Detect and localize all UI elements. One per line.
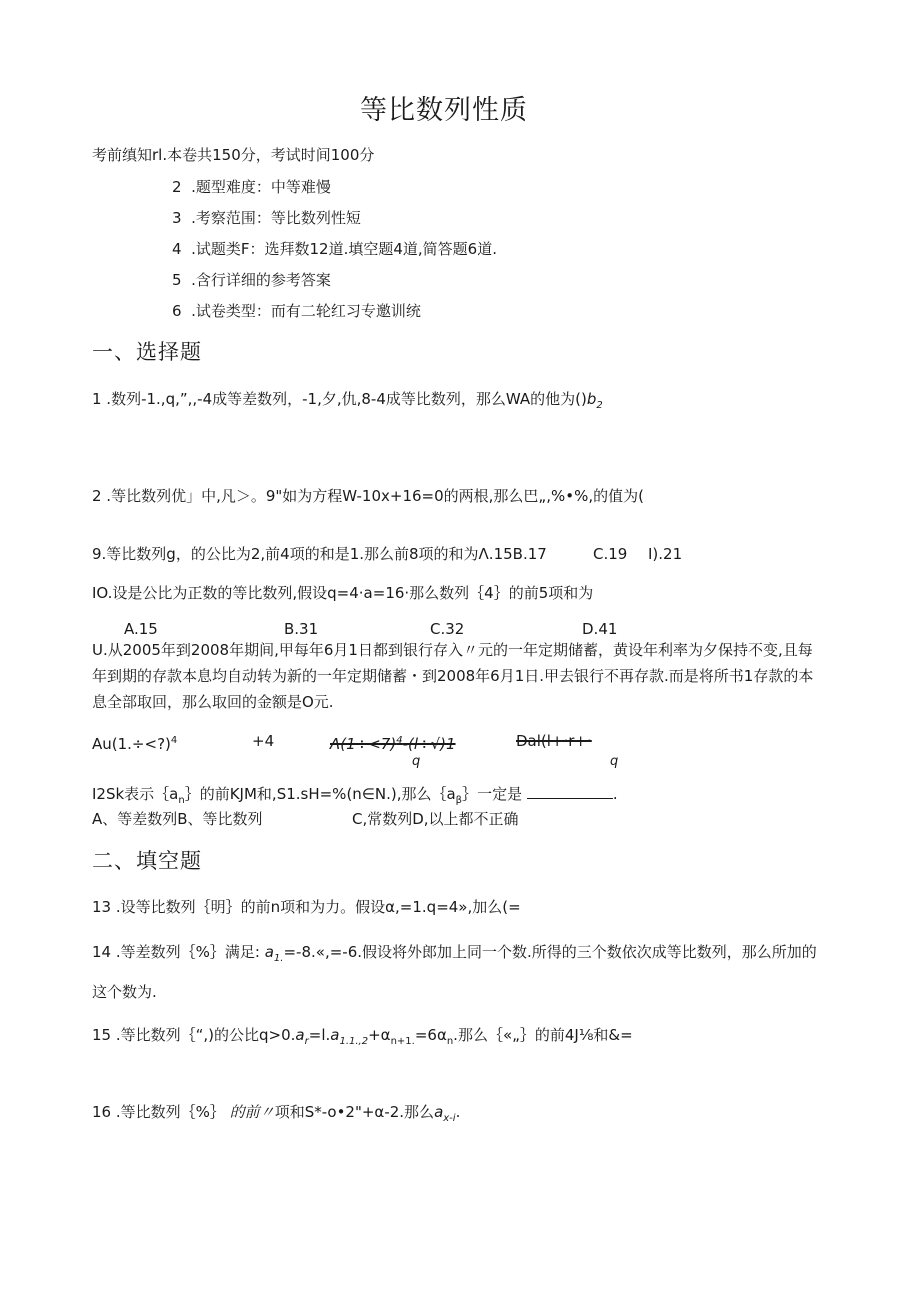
question-12-options-cd: C,常数列D,以上都不正确: [352, 810, 519, 828]
notes-item-3: [172, 208, 361, 228]
section-heading-fill: 二、填空题: [92, 849, 202, 873]
question-15-mid: =l.: [308, 1026, 331, 1044]
notes-item-text: .含行详细的参考答案: [191, 271, 331, 289]
question-16-post: .: [455, 1103, 461, 1121]
question-15: [92, 1025, 633, 1052]
notes-item-number: 5: [172, 271, 182, 289]
question-11-option-a-sup: 4: [170, 735, 178, 746]
question-1-tail-sub: 2: [596, 400, 603, 411]
question-10-option-d: D.41: [582, 620, 618, 638]
question-14-rest: =-8.«,=-6.假设将外郎加上同一个数.所得的三个数依次成等比数列，那么所加的: [283, 943, 817, 961]
question-11-line-1: U.从2005年到2008年期间,甲每年6月1日都到银行存入〃元的一年定期储蓄，黄设年利率为夕保持不变,且每: [92, 641, 813, 659]
question-9: [92, 544, 547, 564]
question-15-sub-3: n+1.: [390, 1036, 415, 1047]
question-15-a2-sub: 1.1.,2: [339, 1036, 369, 1047]
section-heading-choice: 一、选择题: [92, 340, 202, 364]
question-10-option-c: C.32: [430, 620, 465, 638]
question-1-tail: b: [586, 390, 597, 408]
question-14-line-2: 这个数为.: [92, 983, 157, 1001]
question-15-post: .那么｛«„｝的前4J⅛和&=: [453, 1026, 633, 1044]
question-10-option-b: B.31: [284, 620, 319, 638]
question-1: [92, 389, 603, 416]
notes-item-number: 4: [172, 240, 182, 258]
question-9-option-c: C.19: [593, 545, 628, 563]
question-11-option-d-denominator: q: [610, 754, 619, 769]
question-11-line-2: 年到期的存款本息均自动转为新的一年定期储蓄・到2008年6月1日.甲去银行不再存款.而是将所书1存款的本: [92, 667, 814, 685]
question-16-a-sub: x-i: [443, 1113, 456, 1124]
question-11-option-a: [92, 731, 177, 754]
question-10-option-a: A.15: [124, 620, 158, 638]
notes-item-6: [172, 301, 421, 321]
question-12-options-ab: A、等差数列B、等比数列: [92, 810, 263, 828]
notes-item-text: .试卷类型：而有二轮红习专邀训统: [191, 302, 421, 320]
question-9-option-d: I).21: [648, 545, 683, 563]
notes-item-2: [172, 177, 331, 197]
question-16-pre: 16 .等比数列｛%｝: [92, 1103, 225, 1121]
question-12-pre: I2Sk表示｛a: [92, 785, 179, 803]
question-16-italic: 的前〃: [229, 1103, 275, 1121]
question-15-a1-sub: r: [304, 1036, 309, 1047]
question-11-option-c-sup: 4: [396, 735, 403, 746]
question-12-sub-1: n: [178, 795, 185, 806]
question-14-line-1: [92, 942, 817, 969]
question-12-end: .: [612, 785, 618, 803]
notes-item-number: 3: [172, 209, 182, 227]
question-2: 2 .等比数列优」中,凡＞。9"如为方程W-10x+16=0的两根,那么巴„,%•%,的值为(: [92, 487, 644, 505]
question-15-a2: a: [330, 1026, 340, 1044]
question-11-option-c: [330, 731, 456, 754]
question-12-sub-2: β: [455, 795, 463, 806]
question-15-pre: 15 .等比数列｛“,)的公比q>0.: [92, 1026, 296, 1044]
question-15-a1: a: [295, 1026, 305, 1044]
question-12-mid: ｝的前KJM和,S1.sH=%(n∈N.),那么｛a: [184, 785, 456, 803]
question-12-answer-blank: [527, 784, 613, 799]
notes-item-number: 6: [172, 302, 182, 320]
notes-item-text: .试题类F：选拜数12道.填空题4道,简答题6道.: [191, 240, 497, 258]
question-12-post: ｝一定是: [462, 785, 523, 803]
notes-item-4: [172, 239, 497, 259]
question-11-option-c-tail: -(l÷√)1: [402, 735, 456, 753]
question-14-text: 14 .等差数列｛%｝满足:: [92, 943, 260, 961]
notes-item-text: .考察范围：等比数列性短: [191, 209, 361, 227]
question-15-mid-3: =6α: [414, 1026, 447, 1044]
question-11-option-b: +4: [252, 732, 275, 750]
question-11-line-3: 息全部取回，那么取回的金额是O元.: [92, 693, 334, 711]
question-11-option-c-denominator: q: [412, 754, 421, 769]
question-11-option-c-text: Λ(1÷<7): [330, 735, 397, 753]
question-16-a: a: [434, 1103, 444, 1121]
question-16: [92, 1102, 460, 1129]
question-15-sub-4: n: [446, 1036, 454, 1047]
question-14-a: a: [264, 943, 274, 961]
question-11-option-d: Dal(l+·r+·: [516, 732, 592, 750]
question-15-mid-2: +α: [368, 1026, 391, 1044]
question-11-option-a-text: Au(1.÷<?): [92, 735, 171, 753]
question-1-text: 1 .数列-1.,q,”,,-4成等差数列，-1,夕,仇,8-4成等比数列，那么WA的他为(): [92, 390, 587, 408]
question-13: 13 .设等比数列｛明｝的前n项和为力。假设α,=1.q=4»,加么(=: [92, 898, 521, 916]
page-title: 等比数列性质: [360, 95, 528, 126]
question-9-text: 9.等比数列g，的公比为2,前4项的和是1.那么前8项的和为Λ.15B.17: [92, 545, 547, 563]
notes-item-5: [172, 270, 331, 290]
notes-line-1: 考前缜知rl.本卷共150分，考试时间100分: [92, 146, 375, 164]
question-16-mid: 项和S*-o•2"+α-2.那么: [274, 1103, 435, 1121]
question-10: IO.设是公比为正数的等比数列,假设q=4·a=16·那么数列｛4｝的前5项和为: [92, 584, 594, 602]
question-14-a-sub: 1.: [273, 953, 284, 964]
question-12: [92, 784, 618, 811]
notes-item-number: 2: [172, 178, 182, 196]
notes-item-text: .题型难度：中等难慢: [191, 178, 331, 196]
